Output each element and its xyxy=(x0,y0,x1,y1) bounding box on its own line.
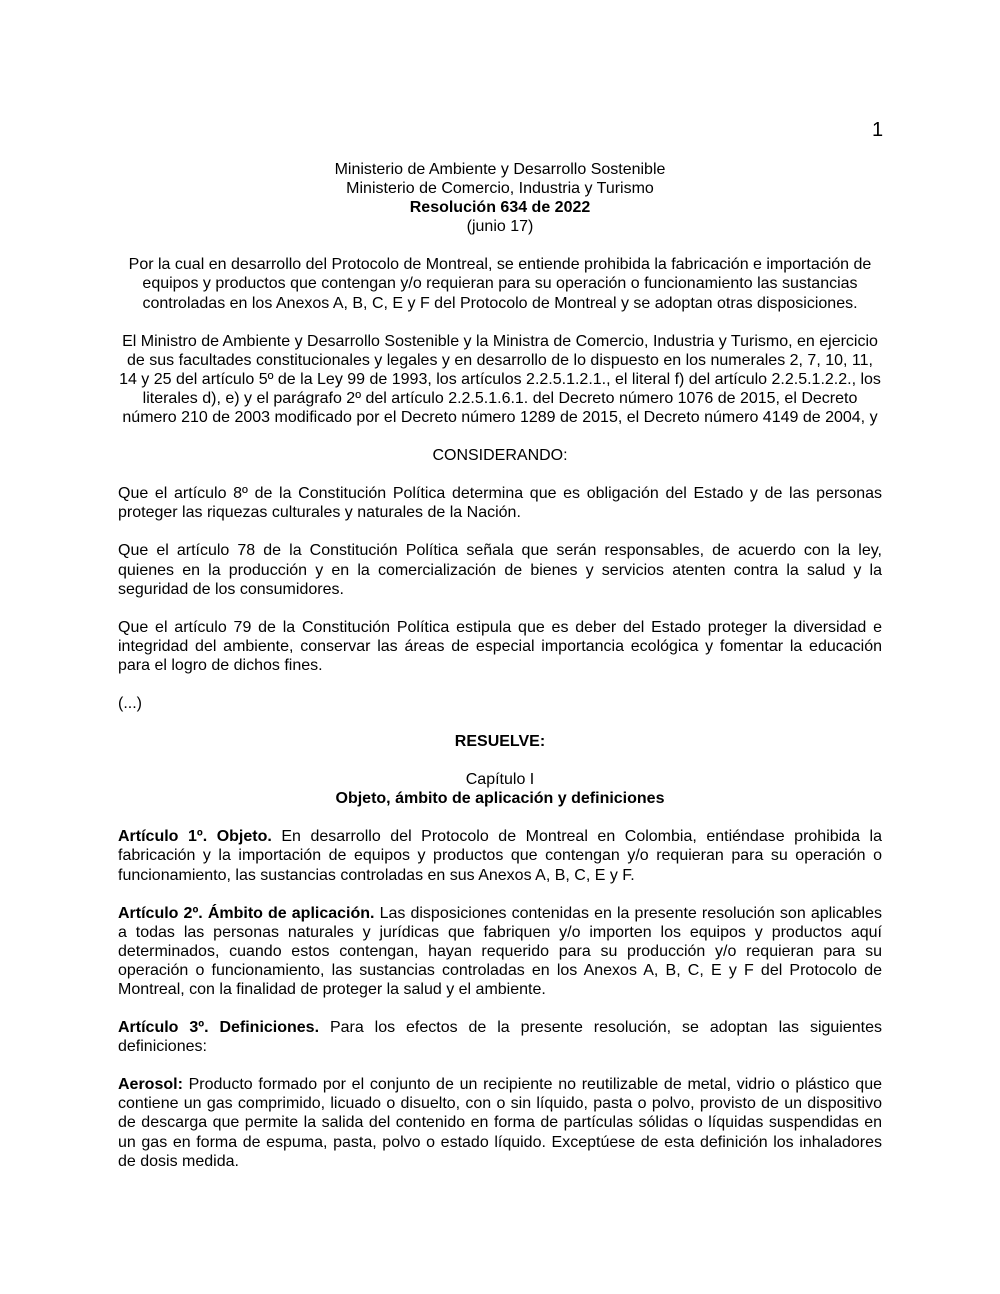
article-1 xyxy=(118,827,882,884)
consideration-paragraph: Que el artículo 8º de la Constitución Política determina que es obligación del Estado y de las personas proteger las riquezas culturales y naturales de la Nación. xyxy=(118,485,882,522)
preamble: El Ministro de Ambiente y Desarrollo Sostenible y la Ministra de Comercio, Industria y Turismo, en ejercicio de sus facultades constitucionales y legales y en desarrollo de lo dispuesto en los numerales 2, 7, 10, 11, 14 y 25 del artículo 5º de la Ley 99 de 1993, los artículos 2.2.5.1.2.1., el literal f) del artículo 2.2.5.1.2.2., los literales d), e) y el parágrafo 2º del artículo 2.2.5.1.6.1. del Decreto número 1076 de 2015, el Decreto número 210 de 2003 modificado por el Decreto número 1289 de 2015, el Decreto número 4149 de 2004, y xyxy=(119,332,881,427)
chapter-title: Objeto, ámbito de aplicación y definiciones xyxy=(335,790,665,808)
considerando-heading: CONSIDERANDO: xyxy=(432,447,568,465)
consideration-paragraph: Que el artículo 78 de la Constitución Política señala que serán responsables, de acuerdo con la ley, quienes en la producción y en la comercialización de bienes y servicios atenten contra la salud y la seguridad de los consumidores. xyxy=(118,542,882,598)
article-2 xyxy=(118,904,882,999)
article-label: Artículo 1º. Objeto. xyxy=(118,828,272,846)
resolution-title: Resolución 634 de 2022 xyxy=(409,199,591,217)
document-body xyxy=(118,160,882,1171)
article-text: Las disposiciones contenidas en la presente resolución son aplicables a todas las personas naturales y jurídicas que fabriquen y/o importen los equipos y productos aquí determinados, cuando estos contengan, hayan requerido para su producción y/o requieran para su operación o funcionamiento, las sustancias controladas en los Anexos A, B, C, E y F del Protocolo de Montreal, con la finalidad de proteger la salud y el ambiente. xyxy=(118,904,882,998)
document-header xyxy=(118,160,882,236)
definition-term: Aerosol: xyxy=(118,1076,183,1094)
article-text: En desarrollo del Protocolo de Montreal en Colombia, entiéndase prohibida la fabricación y la importación de equipos y productos que contengan y/o requieran para su operación o funcionamiento, las sustancias controladas en sus Anexos A, B, C, E y F. xyxy=(118,828,882,884)
resolution-date: (junio 17) xyxy=(466,218,534,236)
chapter-heading xyxy=(118,770,882,808)
resuelve-heading: RESUELVE: xyxy=(454,733,546,751)
article-text: Para los efectos de la presente resolución, se adoptan las siguientes definiciones: xyxy=(118,1019,882,1056)
article-3 xyxy=(118,1018,882,1056)
ministry-line-2: Ministerio de Comercio, Industria y Turismo xyxy=(346,180,654,198)
ministry-line-1: Ministerio de Ambiente y Desarrollo Sostenible xyxy=(334,161,666,178)
page-number: 1 xyxy=(872,119,884,141)
ellipsis: (...) xyxy=(118,694,142,712)
article-label: Artículo 2º. Ámbito de aplicación. xyxy=(118,904,375,922)
definition-aerosol xyxy=(118,1075,882,1170)
resolution-summary: Por la cual en desarrollo del Protocolo de Montreal, se entiende prohibida la fabricación e importación de equipos y productos que contengan y/o requieran para su operación o funcionamiento las sustancias controladas en los Anexos A, B, C, E y F del Protocolo de Montreal y se adoptan otras disposiciones. xyxy=(128,256,872,312)
consideration-paragraph: Que el artículo 79 de la Constitución Política estipula que es deber del Estado proteger la diversidad e integridad del ambiente, conservar las áreas de especial importancia ecológica y fomentar la educación para el logro de dichos fines. xyxy=(118,618,882,674)
definition-text: Producto formado por el conjunto de un recipiente no reutilizable de metal, vidrio o plástico que contiene un gas comprimido, licuado o disuelto, con o sin líquido, pasta o polvo, provisto de un dispositivo de descarga que permite la salida del contenido en forma de partículas sólidas o líquidas suspendidas en un gas en forma de espuma, pasta, polvo o estado líquido. Exceptúese de esta definición los inhaladores de dosis medida. xyxy=(118,1076,882,1170)
chapter-number: Capítulo I xyxy=(465,771,535,789)
article-label: Artículo 3º. Definiciones. xyxy=(118,1019,320,1037)
